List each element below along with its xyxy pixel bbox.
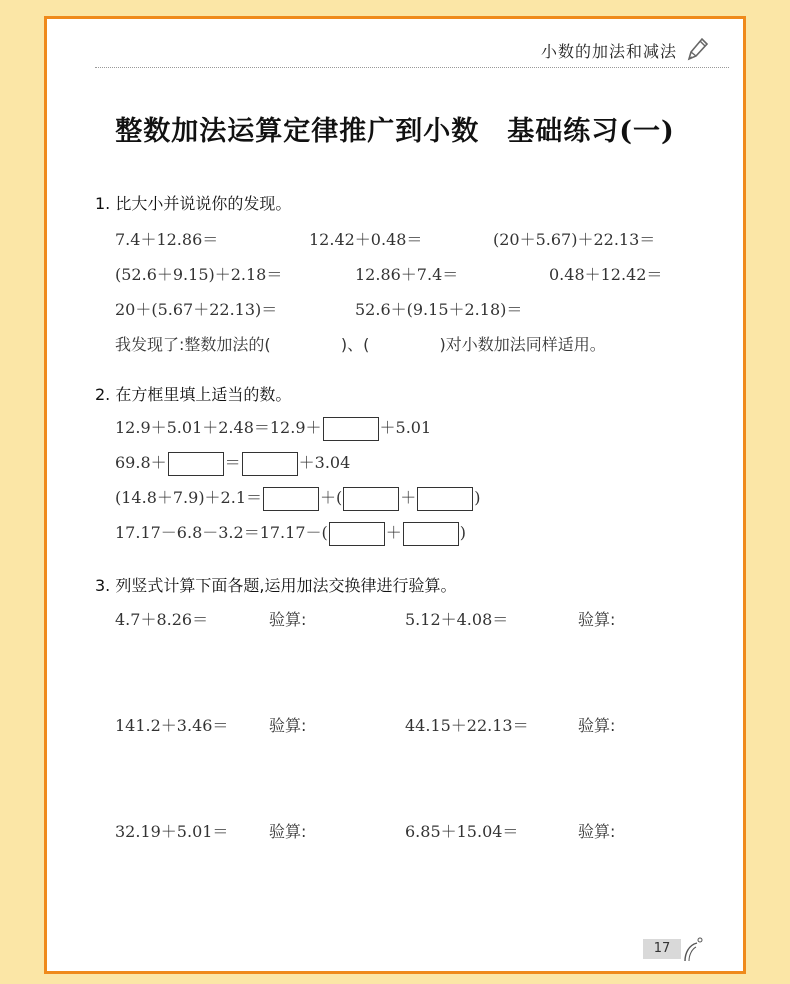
q3-problem: 141.2＋3.46＝ xyxy=(115,716,229,735)
check-label: 验算: xyxy=(578,716,616,735)
swirl-decoration-icon xyxy=(681,935,705,963)
section-title: 小数的加法和减法 xyxy=(540,42,677,61)
q1-expr: 52.6＋(9.15＋2.18)＝ xyxy=(355,300,523,319)
page-title: 整数加法运算定律推广到小数 基础练习(一) xyxy=(115,116,675,147)
q2-line-1 xyxy=(115,415,431,441)
q2-text: (14.8＋7.9)＋2.1＝ xyxy=(115,488,263,507)
question-3-title: 3. 列竖式计算下面各题,运用加法交换律进行验算。 xyxy=(95,576,457,595)
answer-box[interactable] xyxy=(329,522,385,546)
q2-text: ) xyxy=(474,488,481,507)
q1-expr: 12.86＋7.4＝ xyxy=(355,265,459,284)
q2-text: ) xyxy=(459,523,467,542)
check-label: 验算: xyxy=(269,716,307,735)
answer-box[interactable] xyxy=(323,417,379,441)
question-2-title: 2. 在方框里填上适当的数。 xyxy=(95,385,292,404)
finding-mid: )、( xyxy=(340,335,370,354)
q3-problem: 4.7＋8.26＝ xyxy=(115,610,209,629)
q2-text: 69.8＋ xyxy=(115,453,167,472)
page-header xyxy=(95,33,729,68)
finding-prefix: 我发现了:整数加法的( xyxy=(115,335,271,354)
q2-text: ＝ xyxy=(224,453,241,472)
q2-text: ＋ xyxy=(400,488,417,507)
q1-expr: 12.42＋0.48＝ xyxy=(309,230,423,249)
q2-line-2 xyxy=(115,450,350,476)
finding-suffix: )对小数加法同样适用。 xyxy=(439,335,606,354)
q2-line-3 xyxy=(115,485,481,511)
answer-box[interactable] xyxy=(343,487,399,511)
check-label: 验算: xyxy=(578,610,616,629)
q3-problem: 32.19＋5.01＝ xyxy=(115,822,229,841)
answer-box[interactable] xyxy=(242,452,298,476)
pencil-icon xyxy=(685,35,709,63)
answer-box[interactable] xyxy=(263,487,319,511)
answer-box[interactable] xyxy=(168,452,224,476)
q2-text: 17.17－6.8－3.2＝17.17－( xyxy=(115,523,328,542)
page-number: 17 xyxy=(643,939,681,959)
q2-text: ＋( xyxy=(320,488,343,507)
q1-expr: 0.48＋12.42＝ xyxy=(549,265,663,284)
q3-problem: 44.15＋22.13＝ xyxy=(405,716,529,735)
q2-line-4 xyxy=(115,520,466,546)
question-1-title: 1. 比大小并说说你的发现。 xyxy=(95,194,292,213)
q2-text: ＋3.04 xyxy=(298,453,351,472)
answer-box[interactable] xyxy=(403,522,459,546)
answer-box[interactable] xyxy=(417,487,473,511)
check-label: 验算: xyxy=(269,610,307,629)
q1-expr: 7.4＋12.86＝ xyxy=(115,230,219,249)
q3-problem: 5.12＋4.08＝ xyxy=(405,610,509,629)
q1-expr: (52.6＋9.15)＋2.18＝ xyxy=(115,265,283,284)
worksheet-page xyxy=(44,16,746,974)
q2-text: ＋5.01 xyxy=(379,418,432,437)
q1-expr: (20＋5.67)＋22.13＝ xyxy=(493,230,656,249)
check-label: 验算: xyxy=(578,822,616,841)
q2-text: 12.9＋5.01＋2.48＝12.9＋ xyxy=(115,418,322,437)
q3-problem: 6.85＋15.04＝ xyxy=(405,822,519,841)
check-label: 验算: xyxy=(269,822,307,841)
q1-finding-sentence xyxy=(115,332,606,355)
q2-text: ＋ xyxy=(385,523,402,542)
q1-expr: 20＋(5.67＋22.13)＝ xyxy=(115,300,278,319)
